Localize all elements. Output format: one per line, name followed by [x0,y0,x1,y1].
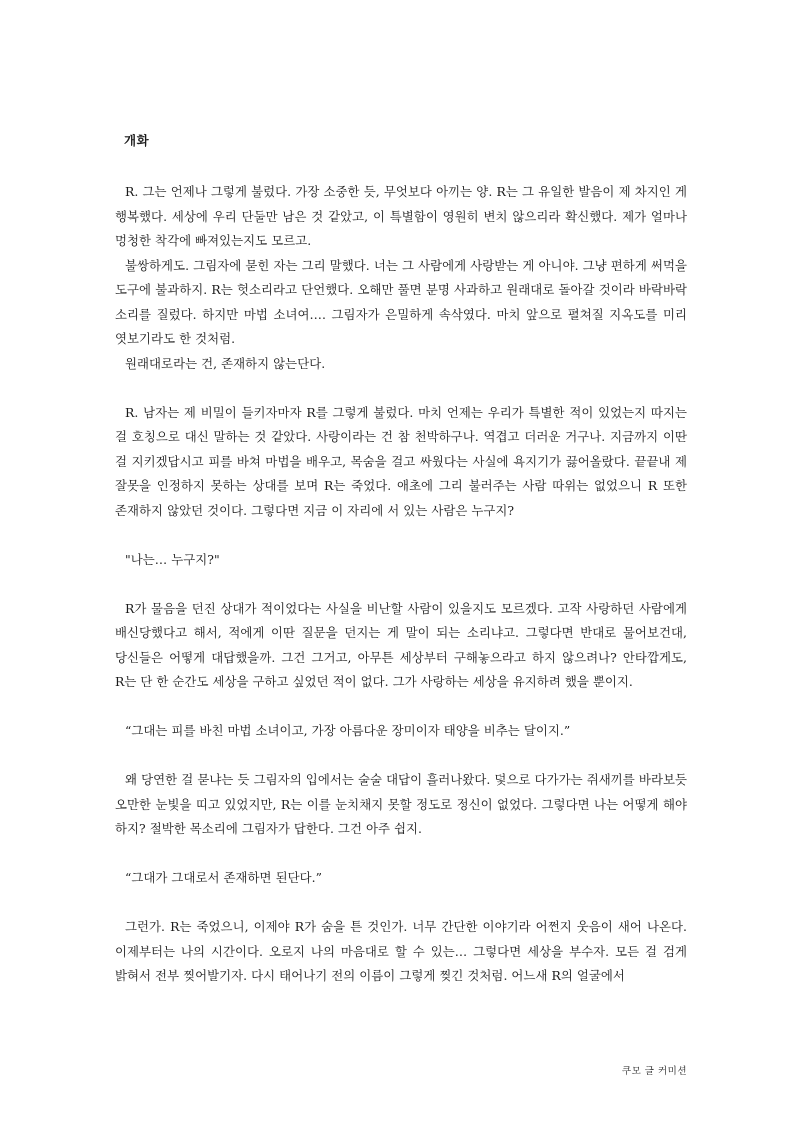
document-body [115,180,687,989]
paragraph: R가 물음을 던진 상대가 적이었다는 사실을 비난할 사람이 있을지도 모르겠다. 고작 사랑하던 사람에게 배신당했다고 해서, 적에게 이딴 질문을 던지는 게 말이 되는 소리냐고. 그렇다면 반대로 물어보건대, 당신들은 어떻게 대답했을까. 그건 그거고, 아무튼 세상부터 구해놓으라고 하지 않으려나? 안타깝게도, R는 단 한 순간도 세상을 구하고 싶었던 적이 없다. 그가 사랑하는 세상을 유지하려 했을 뿐이지. [115,600,687,689]
paragraph-gap [115,842,687,867]
paragraph-gap [115,744,687,769]
paragraph-gap [115,523,687,548]
paragraph-gap [115,695,687,720]
paragraph: R. 남자는 제 비밀이 들키자마자 R를 그렇게 불렀다. 마치 언제는 우리가 특별한 적이 있었는지 따지는 걸 호칭으로 대신 말하는 것 같았다. 사랑이라는 건 참 천박하구나. 역겹고 더러운 거구나. 지금까지 이딴 걸 지키겠답시고 피를 바쳐 마법을 배우고, 목숨을 걸고 싸웠다는 사실에 욕지기가 끓어올랐다. 끝끝내 제 잘못을 인정하지 못하는 상대를 보며 R는 죽었다. 애초에 그리 불러주는 사람 따위는 없었으니 R 또한 존재하지 않았던 것이다. 그렇다면 지금 이 자리에 서 있는 사람은 누구지? [115,404,687,518]
dialogue-line: “그대가 그대로서 존재하면 된단다.” [125,870,322,885]
document-title: 개화 [124,133,150,148]
paragraph-gap [115,572,687,597]
page-footer: 쿠모 글 커미션 [621,1066,687,1077]
dialogue-line: "나는… 누구지?" [125,551,220,567]
paragraph: 불쌍하게도. 그림자에 묻힌 자는 그리 말했다. 너는 그 사람에게 사랑받는 게 아니야. 그냥 편하게 써먹을 도구에 불과하지. R는 헛소리라고 단언했다. 오해만 풀면 분명 사과하고 원래대로 돌아갈 것이라 바락바락 소리를 질렀다. 하지만 마법 소녀여…. 그림자가 은밀하게 속삭였다. 마치 앞으로 펼쳐질 지옥도를 미리 엿보기라도 한 것처럼. [115,257,687,346]
paragraph: 원래대로라는 건, 존재하지 않는단다. [125,355,326,371]
paragraph-gap [115,891,687,916]
paragraph: 왜 당연한 걸 묻냐는 듯 그림자의 입에서는 술술 대답이 흘러나왔다. 덫으로 다가가는 쥐새끼를 바라보듯 오만한 눈빛을 띠고 있었지만, R는 이를 눈치채지 못할 정도로 정신이 없었다. 그렇다면 나는 어떻게 해야 하지? 절박한 목소리에 그림자가 답한다. 그건 아주 쉽지. [115,772,687,836]
dialogue-line: “그대는 피를 바친 마법 소녀이고, 가장 아름다운 장미이자 태양을 비추는 달이지.” [125,723,571,738]
paragraph-gap [115,376,687,401]
paragraph: 그런가. R는 죽었으니, 이제야 R가 숨을 튼 것인가. 너무 간단한 이야기라 어쩐지 웃음이 새어 나온다. 이제부터는 나의 시간이다. 오로지 나의 마음대로 할 수 있는… 그렇다면 세상을 부수자. 모든 걸 검게 밝혀서 전부 찢어발기자. 다시 태어나기 전의 이름이 그렇게 찢긴 것처럼. 어느새 R의 얼굴에서 [115,919,687,983]
paragraph: R. 그는 언제나 그렇게 불렀다. 가장 소중한 듯, 무엇보다 아끼는 양. R는 그 유일한 발음이 제 차지인 게 행복했다. 세상에 우리 단둘만 남은 것 같았고, 이 특별함이 영원히 변치 않으리라 확신했다. 제가 얼마나 멍청한 착각에 빠져있는지도 모르고. [115,184,687,248]
